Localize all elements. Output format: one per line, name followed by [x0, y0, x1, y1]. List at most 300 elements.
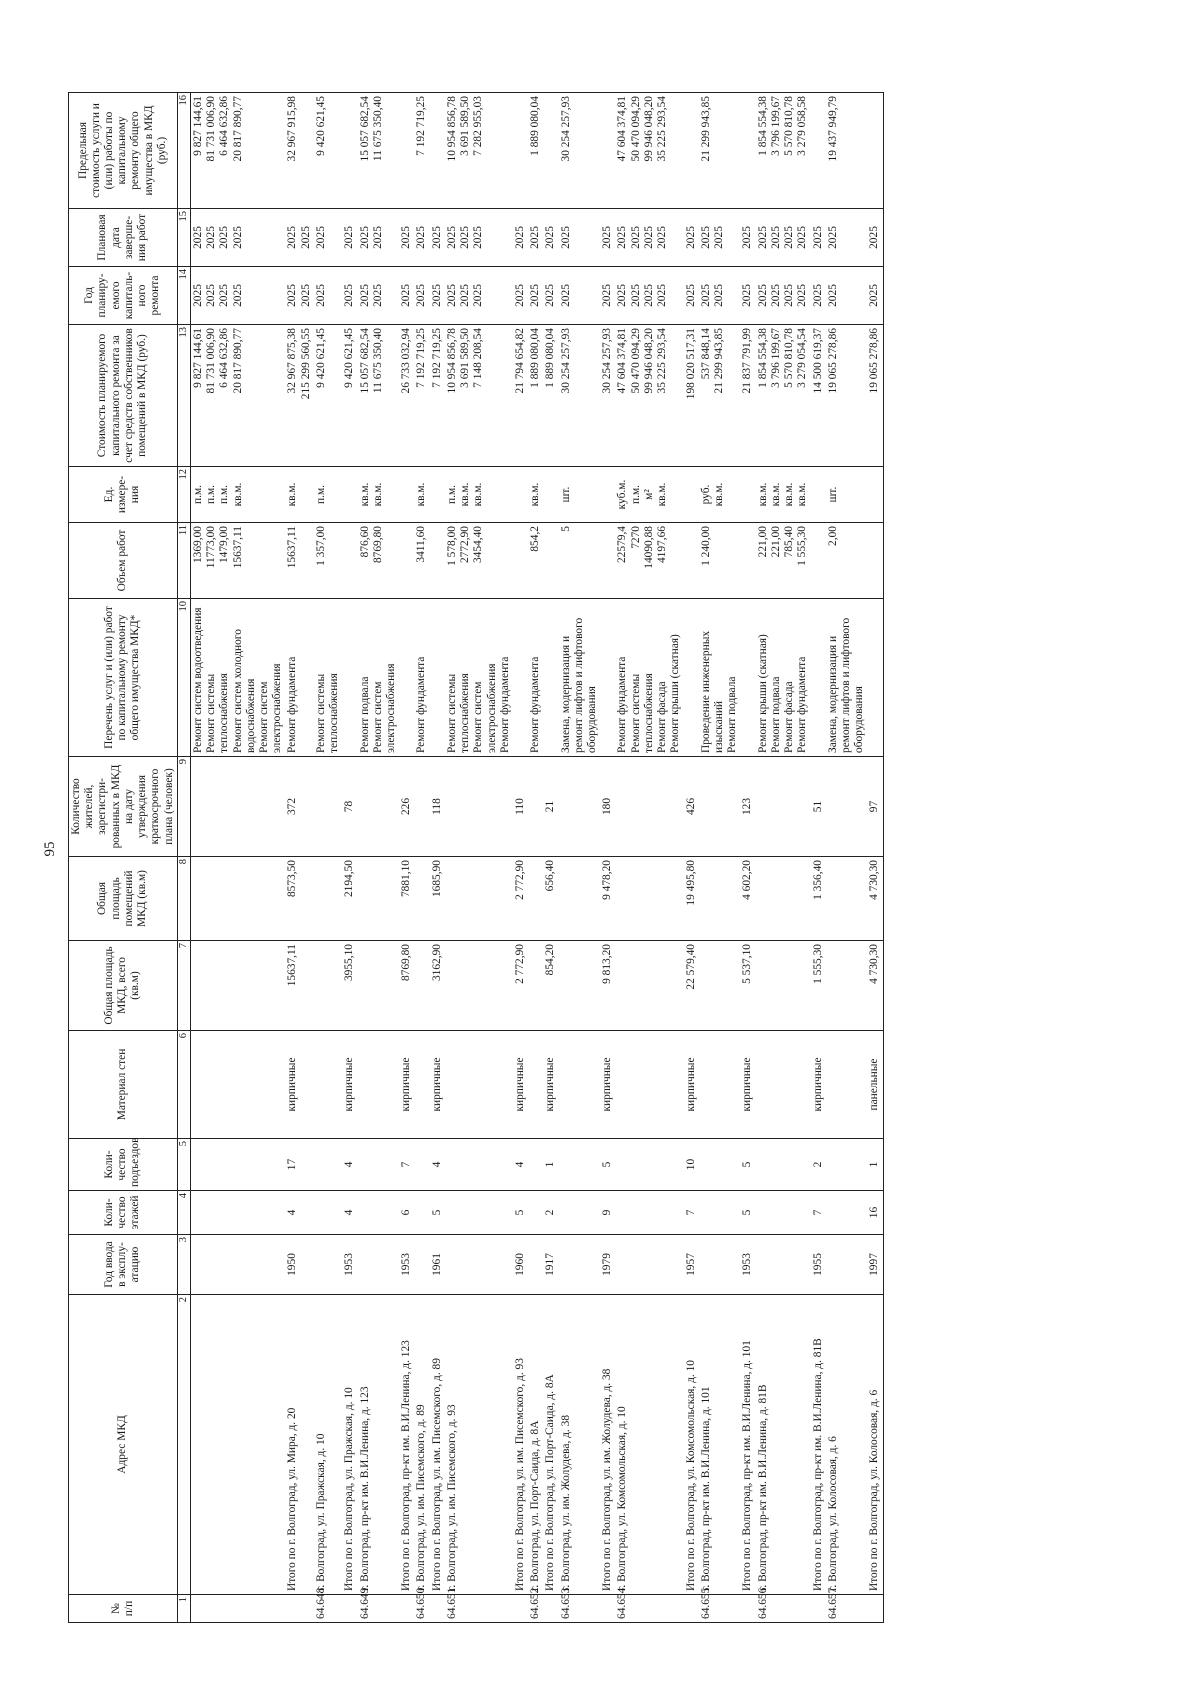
column-number: 11 [177, 522, 190, 598]
max-cost-item: 15 057 682,54 [358, 95, 371, 161]
work-volume-item: 876,60 [358, 525, 371, 557]
planned-cost [684, 324, 699, 466]
work-list-item: Ремонт фундамента [796, 656, 809, 753]
year-built-value: 1953 [400, 1252, 413, 1276]
table-row [342, 92, 357, 1622]
wall-material [285, 1030, 313, 1138]
completion-year [559, 208, 601, 266]
unit [190, 466, 285, 522]
completion-year [399, 208, 414, 266]
row-number [811, 1594, 826, 1622]
planned-year-item: 2025 [286, 283, 299, 307]
floor-count [615, 1190, 683, 1234]
planned-cost-item: 19 065 278,86 [868, 327, 881, 393]
resident-count [543, 756, 558, 856]
entrance-count-value: 4 [513, 1161, 526, 1167]
wall-material-value: кирпичные [811, 1056, 824, 1112]
unit [615, 466, 683, 522]
floor-count-value: 6 [400, 1209, 413, 1215]
row-number-value: 64.655. [699, 1584, 712, 1619]
resident-count [414, 756, 429, 856]
planned-year-item: 2025 [868, 283, 881, 307]
address-value: г. Волгоград, ул. Колосовая, д. 6 [826, 1435, 839, 1591]
floor-count-value: 2 [544, 1209, 557, 1215]
work-volume [615, 522, 683, 598]
resident-count [358, 756, 400, 856]
unit [445, 466, 513, 522]
col-header: Общая площадь помещений МКД (кв.м) [69, 856, 178, 940]
planned-year-item: 2025 [741, 283, 754, 307]
resident-count-value: 97 [868, 800, 881, 812]
completion-year-item: 2025 [231, 225, 244, 249]
planned-cost-item: 47 604 374,81 [616, 327, 629, 393]
planned-cost [699, 324, 741, 466]
completion-year [600, 208, 615, 266]
unit [756, 466, 811, 522]
year-built [684, 1234, 699, 1294]
work-volume [699, 522, 741, 598]
floor-count [559, 1190, 601, 1234]
completion-year-item: 2025 [529, 225, 542, 249]
planned-year-item: 2025 [796, 283, 809, 307]
work-list-item: Ремонт систем холодного водоснабжения [231, 628, 257, 753]
max-cost-item: 9 827 144,61 [191, 95, 204, 156]
work-volume-item: 3411,60 [415, 525, 428, 563]
floor-count [699, 1190, 741, 1234]
table-row [358, 92, 400, 1622]
row-number [756, 1584, 811, 1622]
floor-count-value: 7 [811, 1209, 824, 1215]
total-area-value: 5 537,10 [741, 943, 754, 984]
wall-material-value: кирпичные [430, 1056, 443, 1112]
floor-count [358, 1190, 400, 1234]
premises-area [559, 856, 601, 940]
unit-item: кв.м. [415, 482, 428, 506]
planned-cost-item: 9 420 621,45 [343, 327, 356, 388]
entrance-count [445, 1138, 513, 1190]
total-area [543, 940, 558, 1030]
work-list-item: Ремонт систем электроснабжения [371, 662, 397, 753]
work-volume-item: 2,00 [826, 525, 839, 546]
planned-year-item: 2025 [400, 283, 413, 307]
table-row [513, 92, 528, 1622]
premises-area [445, 856, 513, 940]
resident-count [342, 756, 357, 856]
completion-year-item: 2025 [513, 225, 526, 249]
completion-year [811, 208, 826, 266]
total-area [430, 940, 445, 1030]
planned-cost [285, 324, 313, 466]
wall-material [615, 1030, 683, 1138]
max-cost [445, 92, 513, 208]
resident-count [740, 756, 755, 856]
unit [811, 466, 826, 522]
year-built [826, 1234, 868, 1294]
planned-year [513, 266, 528, 324]
planned-cost-item: 7 148 208,54 [472, 327, 485, 388]
completion-year [528, 208, 543, 266]
work-list-item: Ремонт систем водоотведения [191, 606, 204, 753]
planned-cost-item: 35 225 293,54 [656, 327, 669, 393]
entrance-count [342, 1138, 357, 1190]
completion-year-item: 2025 [445, 225, 458, 249]
max-cost-item: 1 854 554,38 [756, 95, 769, 156]
premises-area-value: 8573,50 [286, 859, 299, 897]
planned-year [740, 266, 755, 324]
floor-count [543, 1190, 558, 1234]
max-cost-item: 81 731 006,90 [205, 95, 218, 161]
total-area [414, 940, 429, 1030]
planned-cost-item: 10 954 856,78 [445, 327, 458, 393]
premises-area [740, 856, 755, 940]
max-cost [543, 92, 558, 208]
year-built [699, 1234, 741, 1294]
resident-count [615, 756, 683, 856]
planned-year [430, 266, 445, 324]
entrance-count-value: 2 [811, 1161, 824, 1167]
max-cost-item: 3 691 589,50 [459, 95, 472, 156]
column-number: 4 [177, 1190, 190, 1234]
address-value: Итого по г. Волгоград, ул. Мира, д. 20 [286, 1407, 299, 1591]
unit-item: кв.м. [756, 482, 769, 506]
max-cost-item: 10 954 856,78 [445, 95, 458, 161]
floor-count [285, 1190, 313, 1234]
planned-year-item: 2025 [756, 283, 769, 307]
unit [342, 466, 357, 522]
wall-material-value: кирпичные [513, 1056, 526, 1112]
table-row [699, 92, 741, 1622]
column-number: 5 [177, 1138, 190, 1190]
planned-cost-item: 1 854 554,38 [756, 327, 769, 388]
entrance-count-value: 1 [544, 1161, 557, 1167]
entrance-count-value: 1 [868, 1161, 881, 1167]
table-row [756, 92, 811, 1622]
floor-count-value: 7 [684, 1209, 697, 1215]
work-volume-item: 11773,00 [205, 525, 218, 568]
resident-count [826, 756, 868, 856]
unit-item: п.м. [218, 484, 231, 504]
planned-cost-item: 50 470 094,29 [629, 327, 642, 393]
planned-cost-item: 81 731 006,90 [205, 327, 218, 393]
premises-area [699, 856, 741, 940]
planned-cost-item: 537 848,14 [699, 327, 712, 379]
wall-material [543, 1030, 558, 1138]
address [430, 1294, 445, 1594]
unit-item: кв.м. [472, 482, 485, 506]
row-number [684, 1594, 699, 1622]
total-area-value: 8769,80 [400, 943, 413, 981]
year-built [600, 1234, 615, 1294]
resident-count [699, 756, 741, 856]
unit [826, 466, 868, 522]
wall-material [756, 1030, 811, 1138]
work-volume [285, 522, 313, 598]
document-page [38, 39, 1162, 1659]
completion-year-item: 2025 [811, 225, 824, 249]
year-built-value: 1953 [343, 1252, 356, 1276]
floor-count [414, 1190, 429, 1234]
year-built-value: 1979 [601, 1252, 614, 1276]
capital-repair-table [68, 92, 884, 1623]
max-cost-item: 9 420 621,45 [314, 95, 327, 156]
work-volume [414, 522, 429, 598]
completion-year-item: 2025 [629, 225, 642, 249]
table-row [190, 92, 285, 1622]
work-list-item: Ремонт подвала [358, 676, 371, 753]
year-built [190, 1234, 285, 1294]
address [600, 1294, 615, 1594]
completion-year [740, 208, 755, 266]
planned-cost [740, 324, 755, 466]
planned-year-item: 2025 [826, 283, 839, 307]
max-cost-item: 32 967 915,98 [286, 95, 299, 161]
premises-area-value: 7881,10 [400, 859, 413, 897]
address-value: Итого по г. Волгоград, ул. Колосовая, д. 6 [868, 1389, 881, 1591]
total-area [684, 940, 699, 1030]
unit-item: п.м. [445, 484, 458, 504]
address [399, 1294, 414, 1594]
table-row [445, 92, 513, 1622]
planned-year-item: 2025 [205, 283, 218, 307]
address [414, 1294, 429, 1594]
address-value: Итого по г. Волгоград, ул. им. Писемского, д. 93 [513, 1357, 526, 1591]
wall-material [528, 1030, 543, 1138]
wall-material [559, 1030, 601, 1138]
completion-year [190, 208, 285, 266]
row-number-value: 64.650. [415, 1584, 428, 1619]
floor-count [600, 1190, 615, 1234]
address [826, 1294, 868, 1594]
planned-year-item: 2025 [559, 283, 572, 307]
work-list [513, 598, 528, 756]
floor-count [513, 1190, 528, 1234]
work-volume-item: 1479,00 [218, 525, 231, 563]
address-value: г. Волгоград, ул. Комсомольская, д. 10 [616, 1405, 629, 1591]
max-cost [190, 92, 285, 208]
table-row [543, 92, 558, 1622]
address [513, 1294, 528, 1594]
work-volume [190, 522, 285, 598]
entrance-count [684, 1138, 699, 1190]
planned-year-item: 2025 [445, 283, 458, 307]
resident-count-value: 21 [544, 800, 557, 812]
completion-year [445, 208, 513, 266]
completion-year-item: 2025 [616, 225, 629, 249]
resident-count-value: 123 [741, 797, 754, 815]
work-volume-item: 22579,4 [616, 525, 629, 563]
col-header: Адрес МКД [69, 1294, 178, 1594]
work-volume [811, 522, 826, 598]
unit [414, 466, 429, 522]
max-cost [684, 92, 699, 208]
resident-count [513, 756, 528, 856]
row-number [285, 1594, 313, 1622]
completion-year-item: 2025 [796, 225, 809, 249]
planned-year-item: 2025 [231, 283, 244, 307]
completion-year-item: 2025 [459, 225, 472, 249]
column-number: 16 [177, 92, 190, 208]
col-header: Коли-чество этажей [69, 1190, 178, 1234]
premises-area [756, 856, 811, 940]
planned-cost [342, 324, 357, 466]
address [190, 1294, 285, 1594]
planned-cost [528, 324, 543, 466]
work-list-item: Ремонт системы теплоснабжения [314, 672, 341, 753]
resident-count [285, 756, 313, 856]
planned-year [559, 266, 601, 324]
premises-area [414, 856, 429, 940]
completion-year-item: 2025 [684, 225, 697, 249]
entrance-count-value: 7 [400, 1161, 413, 1167]
completion-year-item: 2025 [642, 225, 655, 249]
total-area-value: 1 555,30 [811, 943, 824, 984]
entrance-count [513, 1138, 528, 1190]
work-list-item: Ремонт подвала [769, 676, 782, 753]
unit-item: кв.м. [358, 482, 371, 506]
unit [740, 466, 755, 522]
work-volume-item: 785,40 [783, 525, 796, 557]
completion-year-item: 2025 [299, 225, 312, 249]
max-cost [699, 92, 741, 208]
max-cost [528, 92, 543, 208]
floor-count [399, 1190, 414, 1234]
premises-area [513, 856, 528, 940]
total-area [826, 940, 868, 1030]
work-list-item: Ремонт систем электроснабжения [258, 662, 284, 753]
wall-material-value: кирпичные [684, 1056, 697, 1112]
table-row [414, 92, 429, 1622]
year-built [342, 1234, 357, 1294]
wall-material [445, 1030, 513, 1138]
planned-cost-item: 1 889 080,04 [529, 327, 542, 388]
planned-cost [358, 324, 400, 466]
address-value: Итого по г. Волгоград, пр-кт им. В.И.Ленина, д. 123 [400, 1339, 413, 1591]
unit [699, 466, 741, 522]
column-number: 15 [177, 208, 190, 266]
resident-count-value: 372 [286, 797, 299, 815]
work-volume [528, 522, 543, 598]
unit-item: шт. [559, 486, 572, 502]
planned-cost-item: 11 675 350,40 [371, 327, 384, 393]
max-cost-item: 7 282 955,03 [472, 95, 485, 156]
year-built [314, 1234, 342, 1294]
row-number [543, 1594, 558, 1622]
unit-item: руб. [699, 484, 712, 504]
max-cost [811, 92, 826, 208]
address [342, 1294, 357, 1594]
work-volume [543, 522, 558, 598]
unit [543, 466, 558, 522]
work-list [559, 598, 601, 756]
total-area-value: 854,20 [544, 943, 557, 975]
completion-year [867, 208, 883, 266]
year-built [430, 1234, 445, 1294]
max-cost-item: 19 437 949,79 [826, 95, 839, 161]
planned-cost-item: 21 837 791,99 [741, 327, 754, 393]
planned-year-item: 2025 [544, 283, 557, 307]
unit [430, 466, 445, 522]
planned-year-item: 2025 [811, 283, 824, 307]
work-list [445, 598, 513, 756]
completion-year [543, 208, 558, 266]
planned-cost [399, 324, 414, 466]
total-area-value: 3955,10 [343, 943, 356, 981]
resident-count [867, 756, 883, 856]
completion-year-item: 2025 [601, 225, 614, 249]
wall-material [430, 1030, 445, 1138]
total-area [867, 940, 883, 1030]
column-number: 9 [177, 756, 190, 856]
row-number [528, 1584, 543, 1622]
planned-year [867, 266, 883, 324]
work-volume [445, 522, 513, 598]
work-volume [342, 522, 357, 598]
work-volume-item: 4197,66 [656, 525, 669, 563]
planned-cost-item: 14 500 619,37 [811, 327, 824, 393]
max-cost [740, 92, 755, 208]
max-cost [430, 92, 445, 208]
planned-year [756, 266, 811, 324]
planned-year-item: 2025 [656, 283, 669, 307]
planned-cost-item: 21 299 943,85 [713, 327, 726, 393]
floor-count [528, 1190, 543, 1234]
resident-count-value: 78 [343, 800, 356, 812]
planned-year-item: 2025 [415, 283, 428, 307]
planned-cost [414, 324, 429, 466]
work-list [740, 598, 755, 756]
floor-count-value: 4 [343, 1209, 356, 1215]
planned-year [826, 266, 868, 324]
max-cost [314, 92, 342, 208]
year-built-value: 1955 [811, 1252, 824, 1276]
planned-year-item: 2025 [371, 283, 384, 307]
work-volume-item: 14090,88 [642, 525, 655, 569]
planned-cost-item: 21 794 654,82 [513, 327, 526, 393]
entrance-count-value: 4 [430, 1161, 443, 1167]
row-number [314, 1584, 342, 1622]
entrance-count [740, 1138, 755, 1190]
completion-year [699, 208, 741, 266]
planned-cost [867, 324, 883, 466]
completion-year [430, 208, 445, 266]
premises-area-value: 2 772,90 [513, 859, 526, 900]
work-list [414, 598, 429, 756]
planned-year [445, 266, 513, 324]
table-row [399, 92, 414, 1622]
unit-item: шт. [826, 486, 839, 502]
wall-material [314, 1030, 342, 1138]
premises-area [826, 856, 868, 940]
work-volume-item: 3454,40 [472, 525, 485, 563]
planned-cost-item: 198 020 517,31 [684, 327, 697, 399]
work-list [190, 598, 285, 756]
completion-year [826, 208, 868, 266]
completion-year-item: 2025 [472, 225, 485, 249]
total-area [756, 940, 811, 1030]
unit-item: кв.м. [713, 482, 726, 506]
unit [559, 466, 601, 522]
floor-count [867, 1190, 883, 1234]
row-number [414, 1584, 429, 1622]
entrance-count [190, 1138, 285, 1190]
max-cost-item: 35 225 293,54 [656, 95, 669, 161]
max-cost [559, 92, 601, 208]
work-list [600, 598, 615, 756]
planned-cost [826, 324, 868, 466]
address-value: г. Волгоград, пр-кт им. В.И.Ленина, д. 123 [358, 1385, 371, 1591]
total-area [285, 940, 313, 1030]
row-number-value: 64.648. [314, 1584, 327, 1619]
